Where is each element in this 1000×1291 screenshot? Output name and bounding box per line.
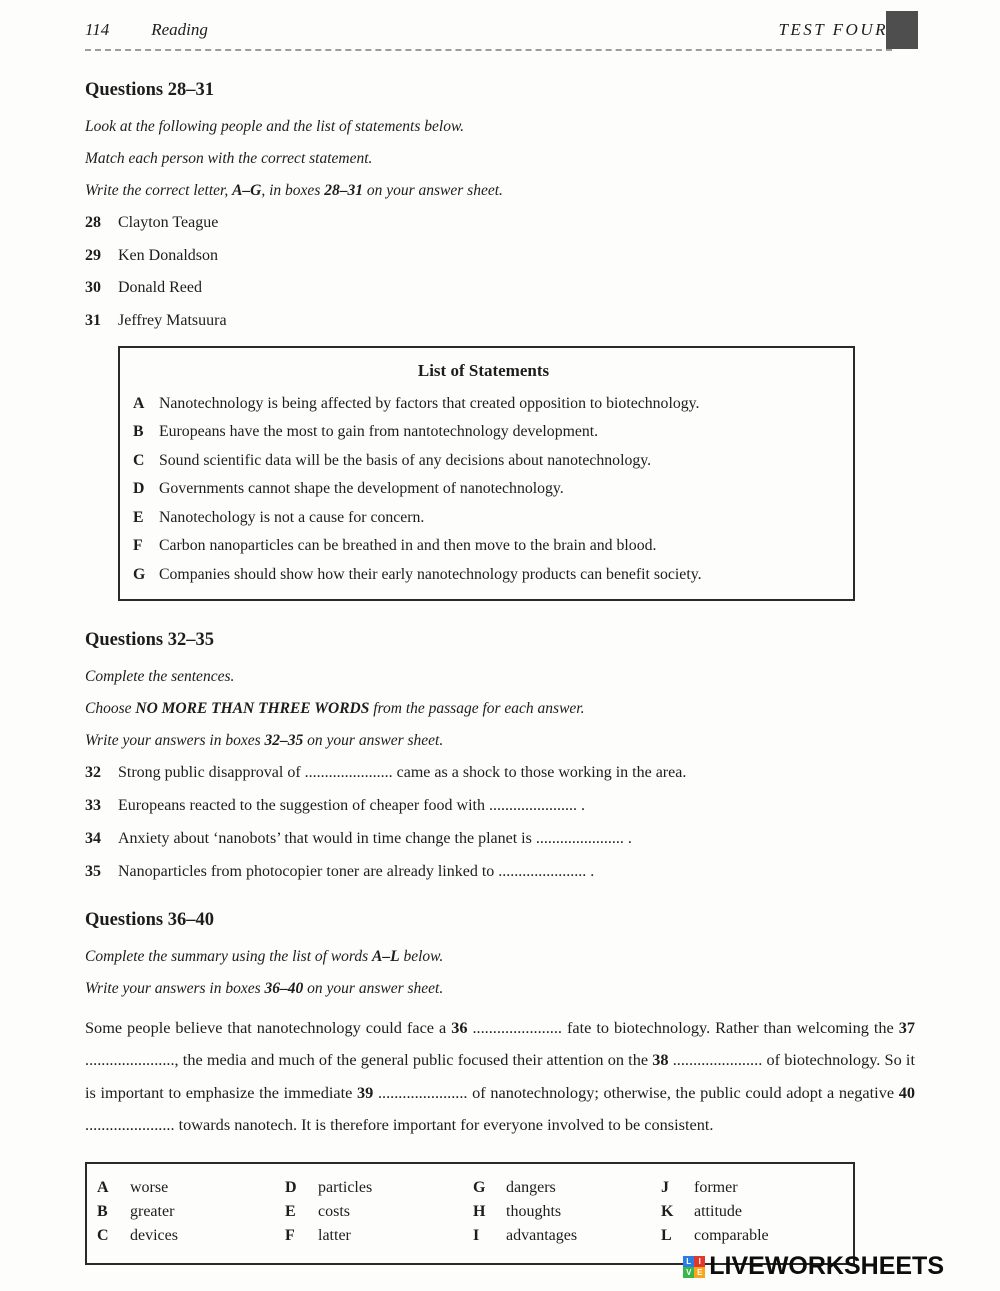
blank-number: 38 <box>652 1050 669 1070</box>
question-group-title-36-40: Questions 36–40 <box>85 909 215 930</box>
statement-letter: E <box>133 508 144 526</box>
option-word: thoughts <box>506 1202 562 1220</box>
statement-letter: C <box>133 451 145 469</box>
word-option <box>283 1179 471 1197</box>
word-list-column <box>659 1174 847 1251</box>
instruction-bold: 32–35 <box>264 731 304 749</box>
summary-segment: ...................... towards nanotech. It is therefore important for everyone involved to be consistent. <box>85 1115 714 1135</box>
instruction-segment: Write your answers in boxes <box>85 979 265 997</box>
word-option <box>95 1203 283 1221</box>
option-word: devices <box>130 1226 178 1244</box>
logo-square: I <box>694 1256 705 1267</box>
statement-item <box>130 394 837 413</box>
instruction-segment: Choose <box>85 699 136 717</box>
liveworksheets-logo-text: LIVEWORKSHEETS <box>709 1252 944 1280</box>
instruction-segment: , in boxes <box>261 182 325 199</box>
question-text: Nanoparticles from photocopier toner are already linked to ...................... . <box>118 862 595 880</box>
word-option <box>659 1203 847 1221</box>
instruction-line <box>85 700 915 718</box>
option-letter: K <box>661 1202 674 1220</box>
statement-item <box>130 451 837 470</box>
instruction-line <box>85 182 915 200</box>
statement-item <box>130 508 837 527</box>
instruction-line <box>85 732 915 750</box>
option-letter: J <box>661 1178 669 1196</box>
summary-paragraph <box>85 1012 915 1142</box>
statement-text: Nanotechology is not a cause for concern. <box>159 508 425 526</box>
instruction-line <box>85 980 915 998</box>
option-letter: B <box>97 1202 108 1220</box>
instruction-bold: 36–40 <box>264 979 304 997</box>
instruction-segment: on your answer sheet. <box>303 731 444 749</box>
person-item <box>85 279 915 297</box>
statement-letter: B <box>133 423 144 440</box>
instruction-bold: 28–31 <box>324 182 363 199</box>
summary-segment: ...................... of nanotechnology; otherwise, the public could adopt a negative <box>373 1082 899 1102</box>
test-label <box>778 20 892 40</box>
question-number: 31 <box>85 311 101 329</box>
option-word: particles <box>318 1178 373 1196</box>
question-number: 32 <box>85 763 101 781</box>
instruction-segment: Complete the summary using the list of words <box>85 947 373 965</box>
summary-segment: ...................... of biotechnology. So it is important to emphasize the immediate <box>85 1050 915 1102</box>
question-text: Strong public disapproval of ...................... came as a shock to those working in the area. <box>118 763 687 781</box>
word-option <box>95 1179 283 1197</box>
blank-number: 36 <box>451 1017 468 1037</box>
word-option <box>95 1227 283 1245</box>
instruction-bold: A–G <box>232 182 262 199</box>
statement-text: Europeans have the most to gain from nantotechnology development. <box>159 423 599 440</box>
statement-letter: G <box>133 565 146 583</box>
test-label-background <box>886 11 918 49</box>
question-number: 30 <box>85 279 101 296</box>
instruction-segment: Write your answers in boxes <box>85 731 265 749</box>
question-number: 29 <box>85 246 101 264</box>
instruction-bold: NO MORE THAN THREE WORDS <box>135 699 370 717</box>
blank-number: 37 <box>898 1017 915 1037</box>
summary-segment: Some people believe that nanotechnology could face a <box>85 1017 452 1037</box>
instruction-bold: A–L <box>372 947 400 965</box>
word-list-column <box>283 1174 471 1251</box>
instruction-segment: on your answer sheet. <box>303 979 444 997</box>
statement-letter: D <box>133 480 145 497</box>
statement-letter: F <box>133 537 143 554</box>
summary-segment: ......................, the media and much of the general public focused their attention on the <box>85 1050 653 1070</box>
option-letter: E <box>285 1202 296 1220</box>
question-number: 28 <box>85 214 101 231</box>
word-option <box>471 1203 659 1221</box>
page-number: 114 <box>85 20 110 39</box>
instruction-segment: on your answer sheet. <box>362 182 503 199</box>
statement-item <box>130 479 837 498</box>
person-name: Donald Reed <box>118 279 202 296</box>
statements-box-title: List of Statements <box>417 360 550 380</box>
question-number: 35 <box>85 862 101 880</box>
option-word: attitude <box>694 1202 742 1220</box>
blank-number: 39 <box>357 1082 374 1102</box>
option-word: latter <box>318 1226 351 1244</box>
option-word: worse <box>130 1178 169 1196</box>
question-group-title-28-31: Questions 28–31 <box>85 80 215 100</box>
option-word: comparable <box>694 1226 769 1244</box>
question-number: 34 <box>85 829 101 847</box>
fill-in-question <box>85 863 915 881</box>
word-list-box <box>85 1162 855 1265</box>
header-left <box>85 20 208 40</box>
person-name: Jeffrey Matsuura <box>118 311 227 329</box>
person-item <box>85 312 915 330</box>
word-option <box>283 1227 471 1245</box>
fill-in-question <box>85 764 915 782</box>
person-item <box>85 214 915 232</box>
instruction-line: Look at the following people and the list of statements below. <box>85 118 465 135</box>
statements-box <box>118 346 855 601</box>
option-letter: F <box>285 1226 295 1244</box>
option-letter: C <box>97 1226 109 1244</box>
fill-in-question <box>85 797 915 815</box>
statement-letter: A <box>133 394 145 412</box>
option-letter: I <box>473 1226 480 1244</box>
logo-square: E <box>694 1267 705 1278</box>
word-option <box>283 1203 471 1221</box>
summary-segment: ...................... fate to biotechnology. Rather than welcoming the <box>467 1017 899 1037</box>
statement-text: Companies should show how their early nanotechnology products can benefit society. <box>159 565 702 583</box>
liveworksheets-logo[interactable] <box>683 1252 944 1281</box>
question-number: 33 <box>85 796 101 814</box>
option-word: former <box>694 1178 738 1196</box>
logo-square: L <box>683 1256 694 1267</box>
word-option <box>659 1179 847 1197</box>
word-option <box>471 1179 659 1197</box>
page-header <box>85 0 892 51</box>
instruction-line: Match each person with the correct statement. <box>85 150 373 167</box>
person-name: Ken Donaldson <box>118 246 218 264</box>
person-name: Clayton Teague <box>118 214 219 231</box>
statement-item <box>130 422 837 441</box>
question-text: Europeans reacted to the suggestion of cheaper food with ...................... . <box>118 796 585 814</box>
option-letter: G <box>473 1178 486 1196</box>
instruction-line: Complete the sentences. <box>85 667 235 685</box>
liveworksheets-logo-icon <box>683 1256 705 1278</box>
word-list-column <box>471 1174 659 1251</box>
instruction-line <box>85 948 915 966</box>
word-list-column <box>95 1174 283 1251</box>
option-letter: A <box>97 1178 109 1196</box>
option-word: advantages <box>506 1226 578 1244</box>
page-content <box>0 80 1000 1265</box>
option-word: greater <box>130 1202 175 1220</box>
section-title: Reading <box>151 20 208 39</box>
option-letter: H <box>473 1202 486 1220</box>
blank-number: 40 <box>898 1082 915 1102</box>
instruction-segment: Write the correct letter, <box>85 182 233 199</box>
instruction-segment: below. <box>399 947 444 965</box>
statement-item <box>130 536 837 555</box>
question-group-title-32-35: Questions 32–35 <box>85 629 215 650</box>
statement-text: Carbon nanoparticles can be breathed in and then move to the brain and blood. <box>159 537 657 554</box>
test-label-text: TEST FOUR <box>778 20 888 39</box>
instruction-segment: from the passage for each answer. <box>369 699 585 717</box>
question-text: Anxiety about ‘nanobots’ that would in time change the planet is ...................... . <box>118 829 632 847</box>
statement-text: Nanotechnology is being affected by factors that created opposition to biotechnology. <box>159 394 700 412</box>
statement-text: Governments cannot shape the development of nanotechnology. <box>159 480 564 497</box>
statement-item <box>130 565 837 584</box>
fill-in-question <box>85 830 915 848</box>
option-letter: D <box>285 1178 297 1196</box>
logo-square: V <box>683 1267 694 1278</box>
person-item <box>85 247 915 265</box>
word-option <box>659 1227 847 1245</box>
word-option <box>471 1227 659 1245</box>
option-word: costs <box>318 1202 350 1220</box>
statement-text: Sound scientific data will be the basis of any decisions about nanotechnology. <box>159 451 652 469</box>
option-word: dangers <box>506 1178 556 1196</box>
option-letter: L <box>661 1226 672 1244</box>
